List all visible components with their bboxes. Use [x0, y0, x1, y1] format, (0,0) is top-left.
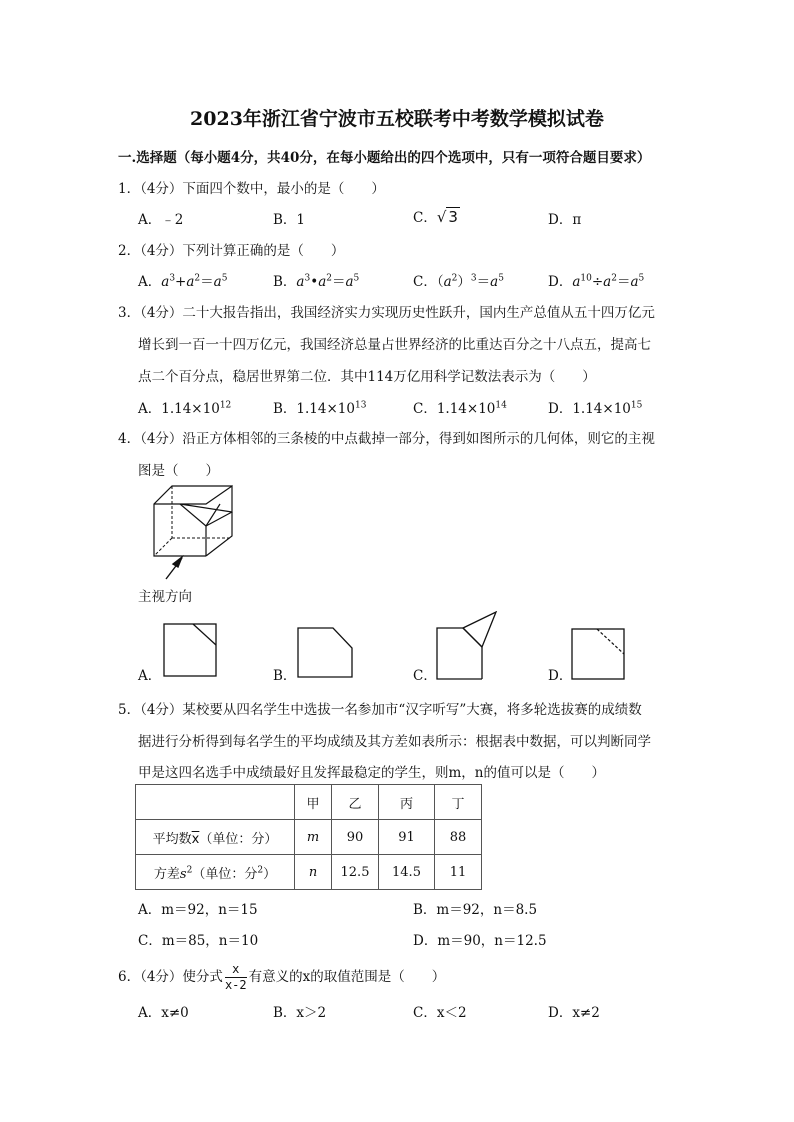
- table-cell: 12.5: [332, 855, 379, 890]
- q4-option-d-label: D．: [548, 668, 573, 684]
- table-cell: m: [295, 820, 332, 855]
- q6-option-a: A．x≠0: [138, 1005, 189, 1021]
- table-header-cell: 乙: [332, 785, 379, 820]
- q4-option-c-figure: [436, 611, 500, 681]
- table-cell: 14.5: [379, 855, 435, 890]
- q1-option-a: A．﹣2: [138, 212, 184, 228]
- q4-option-a-label: A．: [138, 668, 162, 684]
- q2-option-b: B．$a^3•a^2=a^5$: [273, 273, 360, 290]
- view-direction-caption: 主视方向: [138, 589, 192, 605]
- fraction-denominator: x-2: [224, 978, 247, 992]
- q1-option-c-label: C．: [413, 210, 437, 226]
- sqrt-sign-icon: √: [436, 208, 447, 226]
- q3-option-b: B．$1.14\times 10^{13}$: [273, 400, 367, 417]
- table-cell: n: [295, 855, 332, 890]
- q4-option-d-figure: [571, 628, 627, 682]
- q4-line-2: 图是（ ）: [138, 463, 219, 479]
- table-header-cell: 丙: [379, 785, 435, 820]
- q5-option-b: B．m＝92，n＝8.5: [413, 902, 538, 918]
- cube-figure: [150, 484, 240, 584]
- table-row: [136, 855, 482, 890]
- section-heading: 一.选择题（每小题4分，共40分，在每小题给出的四个选项中，只有一项符合题目要求）: [118, 150, 651, 166]
- q4-line-1: 4．（4分）沿正方体相邻的三条棱的中点截掉一部分，得到如图所示的几何体，则它的主视: [118, 431, 655, 447]
- q6-option-d: D．x≠2: [548, 1005, 600, 1021]
- table-header-row: [136, 785, 482, 820]
- q2-option-d: D．$a^{10}\div a^2=a^5$: [548, 273, 645, 290]
- q3-line-2: 增长到一百一十四万亿元，我国经济总量占世界经济的比重达百分之十八点五，提高七: [138, 337, 651, 353]
- q3-line-1: 3．（4分）二十大报告指出，我国经济实力实现历史性跃升，国内生产总值从五十四万亿元: [118, 305, 655, 321]
- q6-stem: [118, 962, 445, 993]
- q6-option-c: C．x＜2: [413, 1005, 467, 1021]
- table-cell: 90: [332, 820, 379, 855]
- q3-line-3: 点二个百分点，稳居世界第二位．其中114万亿用科学记数法表示为（ ）: [138, 369, 596, 385]
- q5-line-1: 5．（4分）某校要从四名学生中选拔一名参加市“汉字听写”大赛，将多轮选拔赛的成绩数: [118, 702, 642, 718]
- q1-option-c: [413, 206, 460, 226]
- q5-line-2: 据进行分析得到每名学生的平均成绩及其方差如表所示：根据表中数据，可以判断同学: [138, 734, 651, 750]
- score-table: [135, 784, 482, 890]
- q4-option-c-label: C．: [413, 668, 437, 684]
- q3-option-c: C．$1.14\times 10^{14}$: [413, 400, 507, 417]
- q1-option-c-radicand: 3: [448, 208, 458, 226]
- q6-stem-post: 有意义的x的取值范围是（ ）: [248, 969, 446, 985]
- q4-option-b-figure: [297, 627, 355, 679]
- table-row-label: 平均数$\overline{x}$（单位：分）: [136, 820, 295, 855]
- table-row-label: 方差$s^2$（单位：分$^2$）: [136, 855, 295, 890]
- q6-stem-pre: 6．（4分）使分式: [118, 969, 223, 985]
- q5-option-c: C．m＝85，n＝10: [138, 933, 259, 949]
- page-title: 2023年浙江省宁波市五校联考中考数学模拟试卷: [190, 108, 604, 130]
- q2-stem: 2．（4分）下列计算正确的是（ ）: [118, 243, 345, 259]
- q5-option-d: D．m＝90，n＝12.5: [413, 933, 547, 949]
- q3-option-d: D．$1.14\times 10^{15}$: [548, 400, 643, 417]
- q4-option-b-label: B．: [273, 668, 297, 684]
- table-header-cell: [136, 785, 295, 820]
- table-row: [136, 820, 482, 855]
- q2-option-a: A．$a^3+a^2=a^5$: [138, 273, 228, 290]
- table-cell: 11: [435, 855, 482, 890]
- table-cell: 91: [379, 820, 435, 855]
- q5-line-3: 甲是这四名选手中成绩最好且发挥最稳定的学生，则m，n的值可以是（ ）: [138, 765, 605, 781]
- fraction-numerator: x: [225, 962, 247, 978]
- q3-option-a: A．$1.14\times 10^{12}$: [138, 400, 232, 417]
- table-header-cell: 丁: [435, 785, 482, 820]
- table-header-cell: 甲: [295, 785, 332, 820]
- table-cell: 88: [435, 820, 482, 855]
- q1-option-b: B．1: [273, 212, 306, 228]
- q6-option-b: B．x＞2: [273, 1005, 327, 1021]
- q1-option-d: D．π: [548, 212, 582, 228]
- q1-stem: 1．（4分）下面四个数中，最小的是（ ）: [118, 181, 385, 197]
- fraction: [225, 962, 247, 993]
- q4-option-a-figure: [163, 623, 219, 679]
- q2-option-c: C．$(a^2)^3=a^5$: [413, 273, 504, 290]
- q5-option-a: A．m＝92，n＝15: [138, 902, 258, 918]
